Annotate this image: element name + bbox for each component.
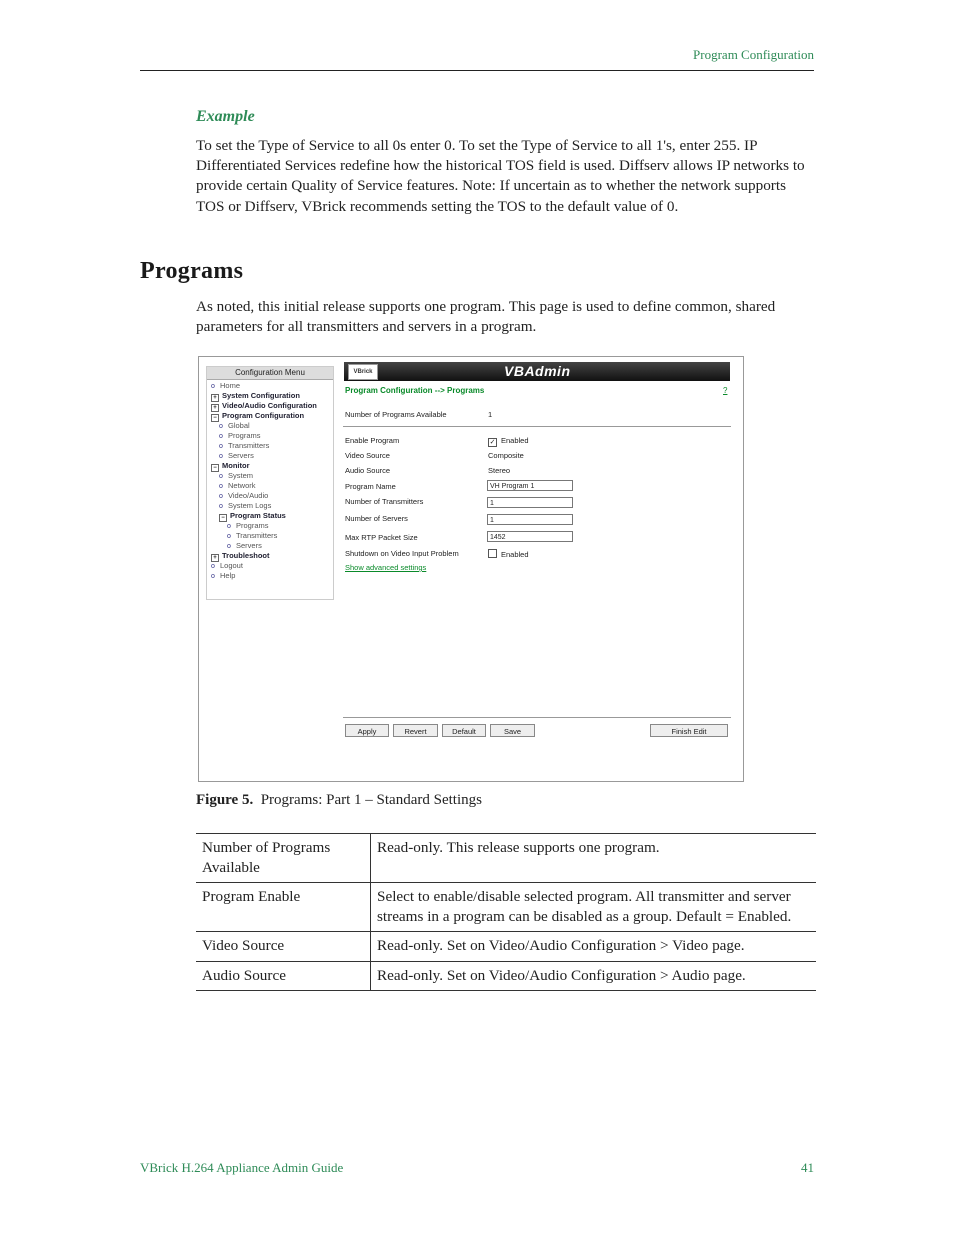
app-banner <box>344 362 730 381</box>
header-rule <box>140 70 814 71</box>
button-separator <box>343 717 731 718</box>
audio-source-value: Stereo <box>488 466 511 475</box>
param-name: Audio Source <box>196 961 371 991</box>
audio-source-label: Audio Source <box>345 466 391 475</box>
menu-item-help[interactable]: o Help <box>211 571 236 580</box>
program-name-label: Program Name <box>345 482 396 491</box>
table-row <box>196 932 816 962</box>
menu-item-programs[interactable]: o Programs <box>219 431 261 440</box>
page-title: Program Configuration --> Programs <box>345 386 485 395</box>
menu-item-logout[interactable]: o Logout <box>211 561 243 570</box>
revert-button[interactable]: Revert <box>393 724 438 737</box>
program-name-input[interactable]: VH Program 1 <box>487 480 573 491</box>
menu-item-status-servers[interactable]: o Servers <box>227 541 262 550</box>
num-transmitters-label: Number of Transmitters <box>345 497 424 506</box>
menu-item-troubleshoot[interactable]: + Troubleshoot <box>211 551 270 562</box>
param-description: Read-only. Set on Video/Audio Configuration > Video page. <box>371 932 817 962</box>
num-programs-value: 1 <box>488 410 493 419</box>
shutdown-label: Shutdown on Video Input Problem <box>345 549 459 558</box>
footer-title: VBrick H.264 Appliance Admin Guide <box>140 1160 344 1175</box>
menu-item-monitor[interactable]: − Monitor <box>211 461 250 472</box>
param-description: Read-only. This release supports one program. <box>371 834 817 883</box>
finish-edit-button[interactable]: Finish Edit <box>650 724 728 737</box>
checkbox-empty-icon <box>488 549 497 558</box>
max-rtp-label: Max RTP Packet Size <box>345 533 418 542</box>
num-transmitters-input[interactable]: 1 <box>487 497 573 508</box>
show-advanced-settings-link[interactable]: Show advanced settings <box>345 563 427 572</box>
parameter-table <box>196 833 816 991</box>
example-heading: Example <box>196 108 255 125</box>
page-number: 41 <box>801 1160 814 1175</box>
running-header: Program Configuration <box>693 47 814 62</box>
apply-button[interactable]: Apply <box>345 724 389 737</box>
menu-item-home[interactable]: o Home <box>211 381 241 390</box>
menu-item-status-programs[interactable]: o Programs <box>227 521 269 530</box>
app-name: VBAdmin <box>504 363 571 379</box>
menu-item-transmitters[interactable]: o Transmitters <box>219 441 270 450</box>
menu-item-program-status[interactable]: − Program Status <box>219 511 286 522</box>
enable-program-label: Enable Program <box>345 436 400 445</box>
default-button[interactable]: Default <box>442 724 486 737</box>
programs-screenshot <box>198 356 744 782</box>
num-servers-label: Number of Servers <box>345 514 408 523</box>
param-name: Number of Programs Available <box>196 834 371 883</box>
menu-item-system-configuration[interactable]: + System Configuration <box>211 391 300 402</box>
menu-item-servers[interactable]: o Servers <box>219 451 254 460</box>
menu-item-global[interactable]: o Global <box>219 421 250 430</box>
configuration-menu <box>206 366 334 600</box>
param-description: Select to enable/disable selected program. All transmitter and server streams in a program can be disabled as a group. Default = Enabled. <box>371 883 817 932</box>
table-row <box>196 883 816 932</box>
max-rtp-input[interactable]: 1452 <box>487 531 573 542</box>
video-source-label: Video Source <box>345 451 390 460</box>
video-source-value: Composite <box>488 451 524 460</box>
menu-item-network[interactable]: o Network <box>219 481 256 490</box>
menu-title: Configuration Menu <box>207 367 333 380</box>
programs-heading: Programs <box>140 258 244 284</box>
num-programs-label: Number of Programs Available <box>345 410 447 419</box>
shutdown-checkbox[interactable]: Enabled <box>488 549 529 559</box>
table-row <box>196 834 816 883</box>
table-row <box>196 961 816 991</box>
programs-paragraph: As noted, this initial release supports one program. This page is used to define common, shared parameters for all transmitters and servers in a program. <box>196 298 776 336</box>
example-paragraph: To set the Type of Service to all 0s enter 0. To set the Type of Service to all 1's, enter 255. IP Differentiated Services redefine how the historical TOS field is used. Diffserv allows IP networks to provide certain Quality of Service features. Note: If uncertain as to whether the network supports TOS or Diffserv, VBrick recommends setting the TOS to the default value of 0. <box>196 137 805 215</box>
param-name: Program Enable <box>196 883 371 932</box>
param-name: Video Source <box>196 932 371 962</box>
menu-item-system[interactable]: o System <box>219 471 254 480</box>
menu-item-system-logs[interactable]: o System Logs <box>219 501 272 510</box>
num-servers-input[interactable]: 1 <box>487 514 573 525</box>
save-button[interactable]: Save <box>490 724 535 737</box>
vbrick-logo: VBrick <box>348 364 378 380</box>
menu-item-video-audio[interactable]: o Video/Audio <box>219 491 269 500</box>
separator <box>343 426 731 427</box>
param-description: Read-only. Set on Video/Audio Configuration > Audio page. <box>371 961 817 991</box>
menu-item-status-transmitters[interactable]: o Transmitters <box>227 531 278 540</box>
menu-item-program-configuration[interactable]: − Program Configuration <box>211 411 304 422</box>
menu-item-video-audio-configuration[interactable]: + Video/Audio Configuration <box>211 401 317 412</box>
checkbox-checked-icon: ✓ <box>489 439 496 446</box>
enable-program-checkbox[interactable]: ✓ Enabled <box>489 436 529 446</box>
figure-caption: Figure 5. Programs: Part 1 – Standard Settings <box>196 792 482 808</box>
help-link[interactable]: ? <box>723 386 728 395</box>
